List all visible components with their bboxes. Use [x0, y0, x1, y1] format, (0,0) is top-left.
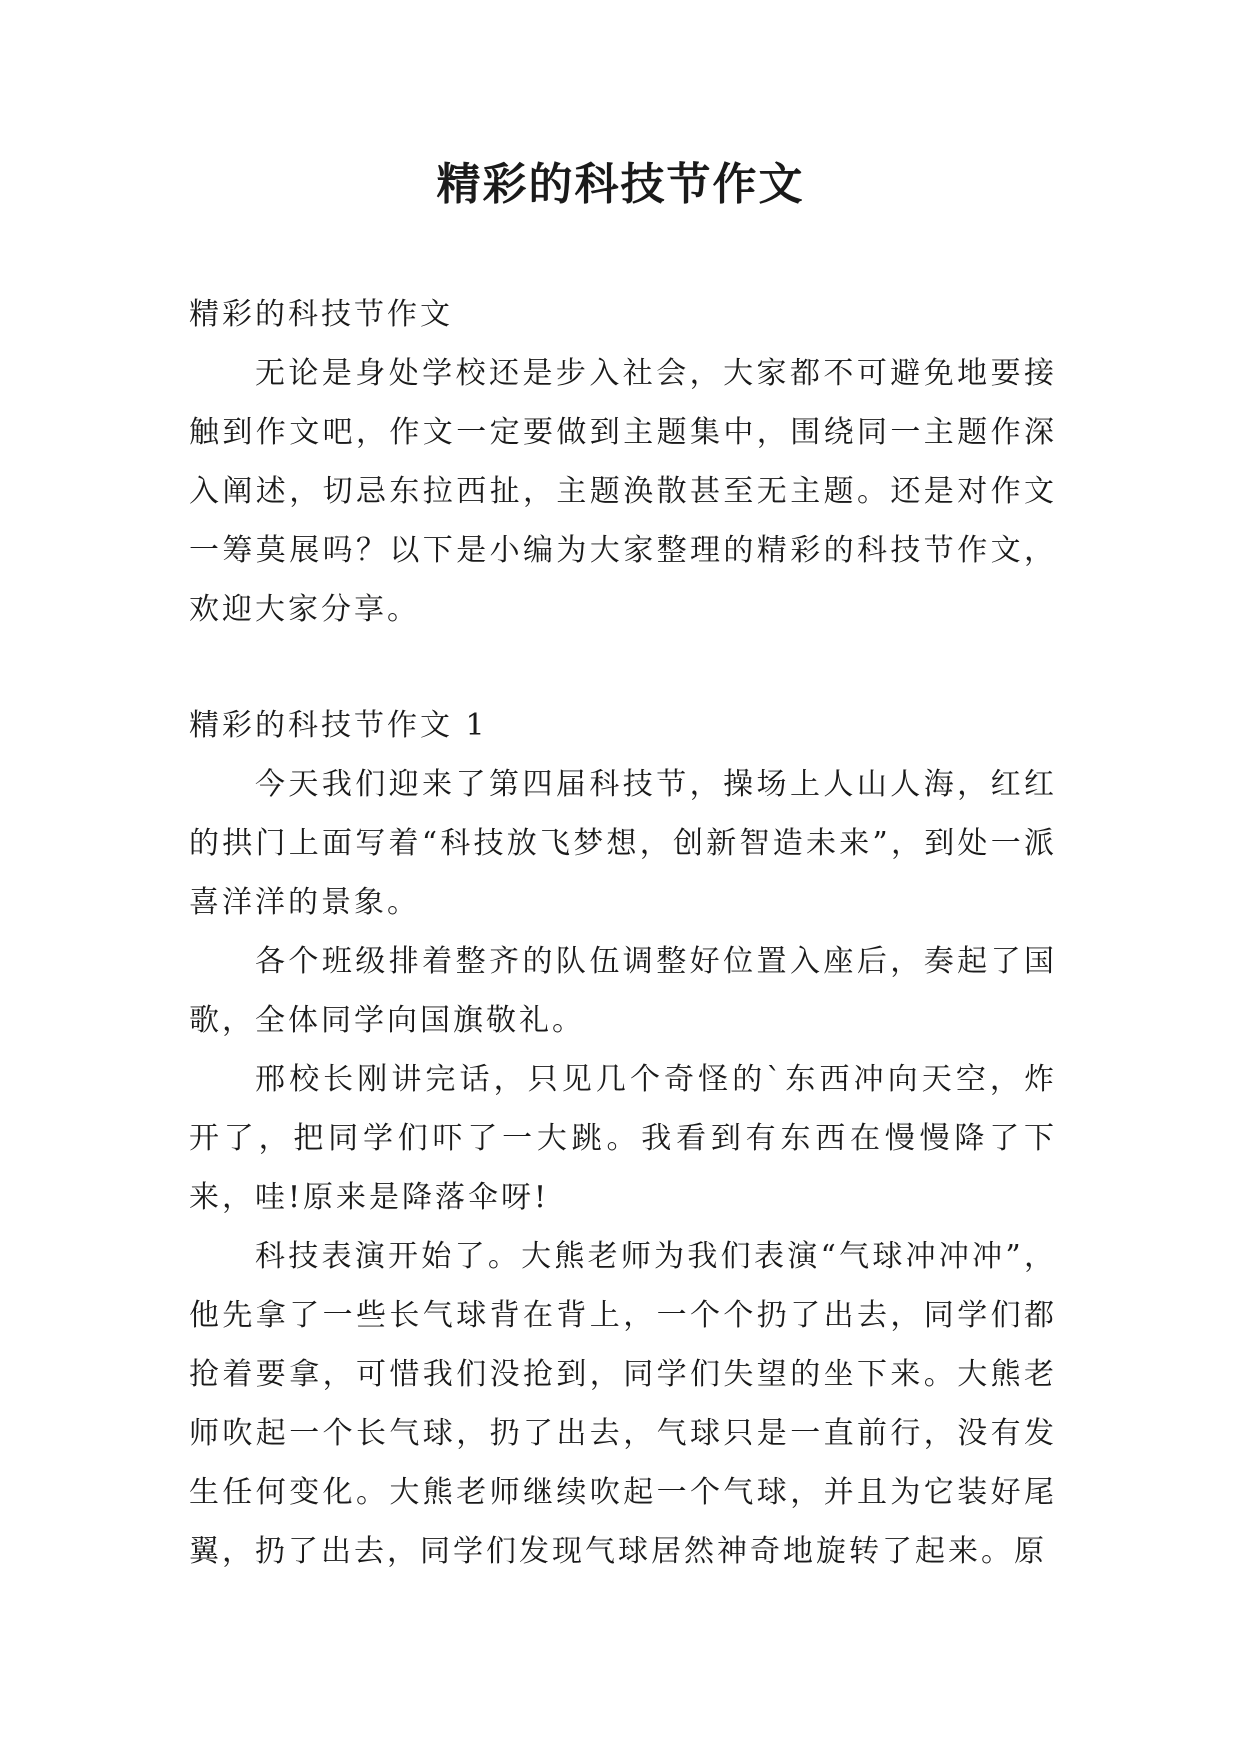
document-title: 精彩的科技节作文: [436, 159, 805, 210]
paragraph: 各个班级排着整齐的队伍调整好位置入座后，奏起了国歌，全体同学向国旗敬礼。: [189, 944, 1057, 1038]
paragraph: 邢校长刚讲完话，只见几个奇怪的`东西冲向天空，炸开了，把同学们吓了一大跳。我看到有东西在慢慢降了下来，哇!原来是降落伞呀!: [189, 1062, 1057, 1215]
section-heading: 精彩的科技节作文 1: [189, 708, 488, 743]
paragraph: 科技表演开始了。大熊老师为我们表演“气球冲冲冲”，他先拿了一些长气球背在背上，一个个扔了出去，同学们都抢着要拿，可惜我们没抢到，同学们失望的坐下来。大熊老师吹起一个长气球，扔了出去，气球只是一直前行，没有发生任何变化。大熊老师继续吹起一个气球，并且为它装好尾翼，扔了出去，同学们发现气球居然神奇地旋转了起来。原: [189, 1239, 1057, 1569]
intro-paragraph: 无论是身处学校还是步入社会，大家都不可避免地要接触到作文吧，作文一定要做到主题集中，围绕同一主题作深入阐述，切忌东拉西扯，主题涣散甚至无主题。还是对作文一筹莫展吗？以下是小编为大家整理的精彩的科技节作文，欢迎大家分享。: [189, 356, 1057, 627]
subtitle-line: 精彩的科技节作文: [189, 297, 453, 332]
paragraph: 今天我们迎来了第四届科技节，操场上人山人海，红红的拱门上面写着“科技放飞梦想，创新智造未来”，到处一派喜洋洋的景象。: [189, 767, 1057, 920]
